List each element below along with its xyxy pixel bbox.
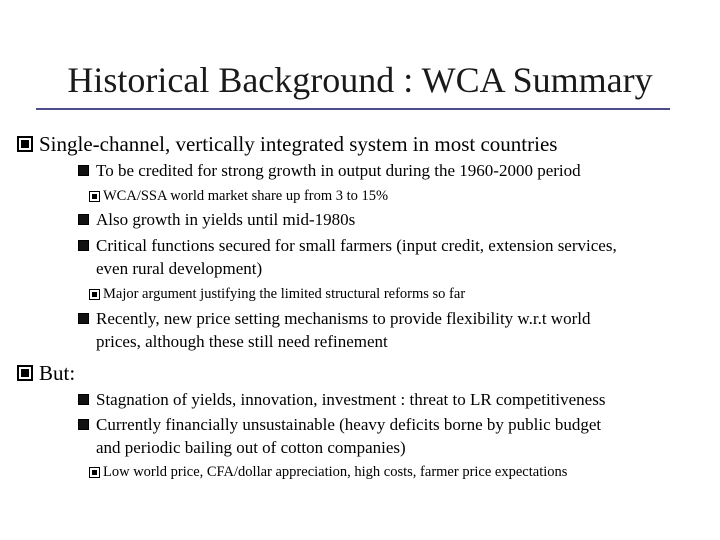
title-divider <box>36 108 670 110</box>
bullet-stagnation <box>96 389 605 411</box>
hollow-square-bullet-icon <box>89 467 100 478</box>
bullet-text: even rural development) <box>96 259 263 278</box>
bullet-single-channel <box>39 131 557 157</box>
bullet-text: prices, although these still need refinement <box>96 332 388 351</box>
hollow-square-bullet-icon <box>17 365 33 381</box>
bullet-critical-functions <box>96 235 617 257</box>
bullet-major-argument <box>103 285 465 303</box>
bullet-text: Also growth in yields until mid-1980s <box>96 210 356 229</box>
bullet-text: Single-channel, vertically integrated system in most countries <box>39 132 558 156</box>
bullet-yield-growth <box>96 209 355 231</box>
bullet-text: But: <box>39 361 76 385</box>
bullet-text: Low world price, CFA/dollar appreciation, high costs, farmer price expectations <box>103 464 568 480</box>
bullet-text: To be credited for strong growth in output during the 1960-2000 period <box>96 161 581 180</box>
bullet-price-mechanisms-continued <box>96 331 388 353</box>
hollow-square-bullet-icon <box>17 136 33 152</box>
bullet-text: Stagnation of yields, innovation, investment : threat to LR competitiveness <box>96 390 606 409</box>
bullet-unsustainable-continued <box>96 437 406 459</box>
bullet-text: Major argument justifying the limited structural reforms so far <box>103 286 466 302</box>
square-bullet-icon <box>78 165 89 176</box>
bullet-text: and periodic bailing out of cotton companies) <box>96 438 406 457</box>
bullet-text: Currently financially unsustainable (heavy deficits borne by public budget <box>96 415 602 434</box>
bullet-text: Critical functions secured for small farmers (input credit, extension services, <box>96 236 617 255</box>
slide-title: Historical Background : WCA Summary <box>67 60 653 100</box>
hollow-square-bullet-icon <box>89 289 100 300</box>
square-bullet-icon <box>78 240 89 251</box>
bullet-text: WCA/SSA world market share up from 3 to 15% <box>103 188 389 204</box>
hollow-square-bullet-icon <box>89 191 100 202</box>
square-bullet-icon <box>78 394 89 405</box>
bullet-but <box>39 360 75 386</box>
bullet-strong-growth <box>96 160 581 182</box>
square-bullet-icon <box>78 419 89 430</box>
bullet-text: Recently, new price setting mechanisms to provide flexibility w.r.t world <box>96 309 591 328</box>
bullet-low-world-price <box>103 463 567 481</box>
square-bullet-icon <box>78 313 89 324</box>
square-bullet-icon <box>78 214 89 225</box>
bullet-market-share <box>103 187 388 205</box>
bullet-critical-functions-continued <box>96 258 262 280</box>
bullet-unsustainable <box>96 414 601 436</box>
bullet-price-mechanisms <box>96 308 590 330</box>
